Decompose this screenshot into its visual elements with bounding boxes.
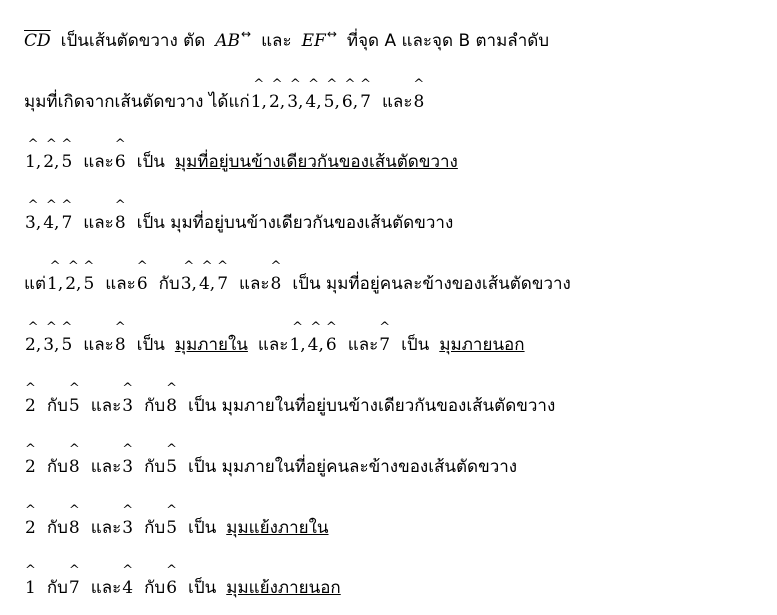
line-1 — [24, 27, 549, 54]
line-10 — [24, 574, 341, 601]
line-9-and: และ — [90, 518, 122, 538]
angle-7: ^ 7 — [217, 274, 228, 294]
angle-7: ^ 7 — [61, 213, 72, 233]
line-ef: EF — [301, 31, 326, 51]
line-6 — [24, 331, 525, 358]
line-2-and: และ — [381, 92, 413, 112]
line-8 — [24, 453, 517, 480]
segment-cd: $\overline{CD}$ — [24, 31, 51, 51]
angle-1: ^ 1 — [25, 578, 36, 598]
term-exterior: มุมภายนอก — [439, 335, 525, 355]
angle-8: ^ 8 — [271, 274, 282, 294]
line-ef-arrow: ↔ — [326, 27, 337, 41]
angle-7: ^ 7 — [379, 335, 390, 355]
line-6-and-2: และ — [257, 335, 289, 355]
line-4-and: และ — [83, 213, 114, 233]
angle-5: ^ 5, — [324, 92, 340, 112]
angle-8: ^ 8 — [115, 213, 126, 233]
angle-2: ^ 2, — [65, 274, 81, 294]
line-7-with-1: กับ — [46, 396, 68, 416]
angle-3: ^ 3, — [43, 335, 59, 355]
angle-3: ^ 3, — [287, 92, 303, 112]
angle-5: ^ 5 — [83, 274, 94, 294]
line-2-text: มุมที่เกิดจากเส้นตัดขวาง ได้แก่ — [24, 92, 250, 112]
angle-1: ^ 1, — [289, 335, 305, 355]
line-3-is: เป็น — [136, 152, 165, 172]
line-3-and: และ — [83, 152, 114, 172]
angle-2: ^ 2 — [25, 457, 36, 477]
line-2 — [24, 88, 425, 115]
angle-4: ^ 4, — [308, 335, 324, 355]
angle-2: ^ 2 — [25, 396, 36, 416]
angle-7: ^ 7 — [360, 92, 371, 112]
line-1-text-c: ที่จุด A และจุด B ตามลำดับ — [346, 31, 550, 51]
angle-5: ^ 5 — [61, 335, 72, 355]
line-7 — [24, 392, 555, 419]
line-1-text-a: เป็นเส้นตัดขวาง ตัด — [60, 31, 206, 51]
line-3 — [24, 148, 458, 175]
angle-5: ^ 5 — [69, 396, 80, 416]
angle-3: ^ 3 — [122, 457, 133, 477]
angle-1: ^ 1, — [251, 92, 267, 112]
line-7-with-2: กับ — [144, 396, 166, 416]
angle-4: ^ 4, — [199, 274, 215, 294]
angle-6: ^ 6, — [342, 92, 358, 112]
line-7-rest: เป็น มุมภายในที่อยู่บนข้างเดียวกันของเส้นตัดขวาง — [188, 396, 556, 416]
line-9-with-2: กับ — [144, 518, 166, 538]
line-10-is: เป็น — [188, 578, 217, 598]
angle-2: ^ 2, — [43, 152, 59, 172]
line-5-but: แต่ — [24, 274, 46, 294]
angle-6: ^ 6 — [137, 274, 148, 294]
angle-2: ^ 2, — [25, 335, 41, 355]
angle-4: ^ 4, — [305, 92, 321, 112]
line-9-with-1: กับ — [46, 518, 68, 538]
line-8-with-1: กับ — [46, 457, 68, 477]
angle-3: ^ 3, — [25, 213, 41, 233]
line-8-with-2: กับ — [144, 457, 166, 477]
line-ab: AB — [215, 31, 241, 51]
angle-3: ^ 3 — [122, 518, 133, 538]
line-5-rest: เป็น มุมที่อยู่คนละข้างของเส้นตัดขวาง — [292, 274, 571, 294]
angle-8: ^ 8 — [115, 335, 126, 355]
line-ab-arrow: ↔ — [241, 27, 252, 41]
line-5-with: กับ — [158, 274, 180, 294]
line-7-and: และ — [90, 396, 122, 416]
angle-3: ^ 3, — [181, 274, 197, 294]
line-6-and-3: และ — [347, 335, 379, 355]
line-6-and-1: และ — [83, 335, 114, 355]
angle-8: ^ 8 — [69, 518, 80, 538]
angle-1: ^ 1, — [25, 152, 41, 172]
angle-6: ^ 6 — [166, 578, 177, 598]
angle-6: ^ 6 — [326, 335, 337, 355]
line-5 — [24, 270, 571, 297]
angle-3: ^ 3 — [122, 396, 133, 416]
angle-8: ^ 8 — [413, 92, 424, 112]
line-4 — [24, 209, 453, 236]
angle-4: ^ 4 — [122, 578, 133, 598]
term-alternate-exterior: มุมแย้งภายนอก — [226, 578, 341, 598]
line-9 — [24, 514, 329, 541]
angle-5: ^ 5 — [61, 152, 72, 172]
line-9-is: เป็น — [188, 518, 217, 538]
line-5-and-2: และ — [239, 274, 270, 294]
angle-8: ^ 8 — [69, 457, 80, 477]
line-6-is-1: เป็น — [136, 335, 165, 355]
angle-1: ^ 1, — [47, 274, 63, 294]
term-alternate-interior: มุมแย้งภายใน — [226, 518, 329, 538]
angle-2: ^ 2, — [269, 92, 285, 112]
line-10-with-2: กับ — [144, 578, 166, 598]
line-8-and: และ — [90, 457, 122, 477]
angle-7: ^ 7 — [69, 578, 80, 598]
line-8-rest: เป็น มุมภายในที่อยู่คนละข้างของเส้นตัดขวาง — [188, 457, 518, 477]
angle-2: ^ 2 — [25, 518, 36, 538]
angle-5: ^ 5 — [166, 518, 177, 538]
angle-4: ^ 4, — [43, 213, 59, 233]
term-interior: มุมภายใน — [174, 335, 248, 355]
line-10-and: และ — [90, 578, 122, 598]
angle-6: ^ 6 — [115, 152, 126, 172]
angle-5: ^ 5 — [166, 457, 177, 477]
angle-8: ^ 8 — [166, 396, 177, 416]
term-same-side: มุมที่อยู่บนข้างเดียวกันของเส้นตัดขวาง — [174, 152, 458, 172]
line-6-is-2: เป็น — [401, 335, 430, 355]
line-5-and-1: และ — [105, 274, 136, 294]
line-4-rest: เป็น มุมที่อยู่บนข้างเดียวกันของเส้นตัดขวาง — [136, 213, 454, 233]
line-1-and: และ — [261, 31, 292, 51]
line-10-with-1: กับ — [46, 578, 68, 598]
